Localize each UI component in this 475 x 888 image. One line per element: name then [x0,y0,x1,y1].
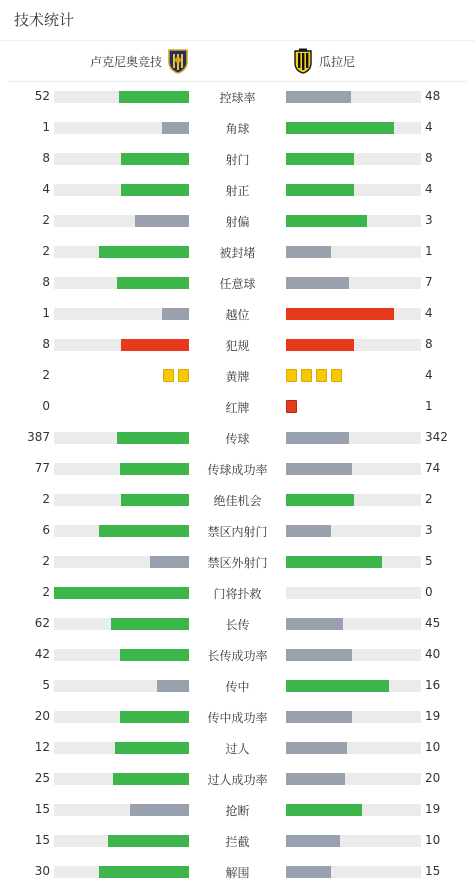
home-stat-value: 4 [42,182,50,196]
away-stat-bar-track [286,308,421,320]
home-stat-bar-fill [54,587,189,599]
stat-row [0,174,475,205]
stat-row [0,670,475,701]
stat-label: 角球 [225,122,250,136]
home-stat-value: 6 [42,523,50,537]
away-stat-bar-fill [286,122,394,134]
stat-row [0,608,475,639]
home-stat-bar-fill [121,153,189,165]
away-stat-bar-track [286,711,421,723]
home-stat-value: 8 [42,337,50,351]
away-stat-bar-track [286,649,421,661]
away-stat-bar-fill [286,525,331,537]
home-stat-value: 8 [42,275,50,289]
away-stat-bar-fill [286,463,352,475]
home-stat-bar-fill [157,680,189,692]
away-stat-value: 15 [425,864,441,878]
home-stat-value: 1 [42,306,50,320]
home-stat-value: 62 [34,616,50,630]
away-stat-bar-track [286,91,421,103]
home-stat-value: 2 [42,585,50,599]
home-stat-bar-fill [121,184,189,196]
home-stat-bar-fill [162,308,189,320]
away-stat-bar-track [286,618,421,630]
away-stat-bar-track [286,153,421,165]
home-stat-bar-track [54,649,189,661]
home-stat-value: 2 [42,213,50,227]
home-stat-bar-track [54,618,189,630]
away-stat-value: 40 [425,647,441,661]
away-stat-bar-track [286,246,421,258]
away-stat-bar-fill [286,246,331,258]
stat-label: 禁区外射门 [207,556,268,570]
home-stat-bar-fill [121,339,189,351]
away-stat-bar-fill [286,680,389,692]
stat-label: 任意球 [219,277,256,291]
stat-row [0,329,475,360]
away-stat-bar-fill [286,804,362,816]
stat-row [0,360,475,391]
stat-row [0,763,475,794]
away-stat-bar-track [286,742,421,754]
away-stat-value: 5 [425,554,433,568]
away-stat-bar-track [286,215,421,227]
away-stat-bar-fill [286,339,354,351]
away-stat-value: 3 [425,213,433,227]
away-stat-bar-track [286,463,421,475]
stat-label: 射偏 [225,215,250,229]
away-stat-bar-fill [286,277,349,289]
stat-label: 被封堵 [219,246,256,260]
stat-row [0,267,475,298]
home-stat-value: 52 [34,89,50,103]
away-red-cards [286,400,301,413]
red-card-icon [286,400,297,413]
stat-label: 解围 [225,866,250,880]
home-stat-value: 2 [42,368,50,382]
home-stat-bar-track [54,494,189,506]
divider [0,40,475,41]
away-stat-value: 45 [425,616,441,630]
away-stat-value: 74 [425,461,441,475]
away-stat-bar-track [286,122,421,134]
home-team-name[interactable]: 卢克尼奥竞技 [89,55,162,69]
home-stat-bar-track [54,91,189,103]
away-stat-value: 7 [425,275,433,289]
away-stat-value: 20 [425,771,441,785]
home-stat-value: 12 [34,740,50,754]
home-stat-value: 2 [42,492,50,506]
away-stat-value: 0 [425,585,433,599]
home-stat-bar-fill [117,432,189,444]
home-stat-value: 1 [42,120,50,134]
away-stat-bar-track [286,339,421,351]
home-stat-value: 2 [42,554,50,568]
stat-row [0,453,475,484]
home-stat-bar-track [54,463,189,475]
home-stat-bar-track [54,525,189,537]
home-stat-value: 15 [34,802,50,816]
stat-row [0,422,475,453]
away-stat-bar-fill [286,866,331,878]
home-stat-bar-fill [99,246,189,258]
home-stat-bar-fill [99,525,189,537]
home-stat-bar-track [54,246,189,258]
yellow-card-icon [178,369,189,382]
team-header [0,44,475,80]
away-stat-bar-track [286,494,421,506]
stat-row [0,701,475,732]
home-stat-value: 387 [27,430,50,444]
away-stat-bar-track [286,773,421,785]
home-stat-bar-track [54,339,189,351]
stat-label: 射门 [225,153,250,167]
stat-row [0,81,475,112]
home-yellow-cards [159,369,189,382]
section-title: 技术统计 [14,11,75,29]
home-stat-bar-fill [120,711,189,723]
home-stat-bar-track [54,432,189,444]
home-stat-value: 42 [34,647,50,661]
stat-label: 抢断 [225,804,250,818]
away-stat-bar-fill [286,91,351,103]
home-stat-value: 2 [42,244,50,258]
home-stat-value: 5 [42,678,50,692]
home-stat-bar-fill [121,494,189,506]
stat-label: 黄牌 [225,370,250,384]
away-stat-bar-fill [286,711,352,723]
home-stat-bar-fill [99,866,189,878]
stat-label: 长传 [225,618,250,632]
stat-label: 传中成功率 [207,711,268,725]
stat-row [0,143,475,174]
stat-row [0,546,475,577]
stat-row [0,856,475,887]
away-stat-value: 8 [425,337,433,351]
home-stat-bar-fill [113,773,189,785]
away-stat-value: 3 [425,523,433,537]
away-stat-bar-fill [286,835,340,847]
stat-label: 禁区内射门 [207,525,268,539]
away-stat-bar-track [286,835,421,847]
home-team-logo-icon[interactable] [167,48,189,74]
away-stat-bar-track [286,680,421,692]
away-stat-bar-track [286,556,421,568]
away-stat-bar-fill [286,649,352,661]
away-stat-bar-track [286,525,421,537]
away-stat-bar-fill [286,618,343,630]
away-stat-bar-fill [286,742,347,754]
stat-label: 过人成功率 [207,773,268,787]
home-stat-bar-fill [111,618,189,630]
home-stat-bar-fill [119,91,189,103]
stat-row [0,112,475,143]
away-stat-bar-track [286,184,421,196]
away-stat-bar-fill [286,184,354,196]
away-stat-bar-track [286,804,421,816]
stat-label: 犯规 [225,339,250,353]
home-stat-bar-fill [150,556,189,568]
away-stat-value: 8 [425,151,433,165]
home-stat-value: 8 [42,151,50,165]
stat-label: 传中 [225,680,250,694]
home-stat-value: 25 [34,771,50,785]
home-stat-bar-fill [120,463,189,475]
home-stat-bar-fill [120,649,189,661]
away-stat-value: 4 [425,182,433,196]
home-stat-bar-track [54,308,189,320]
away-stat-value: 1 [425,399,433,413]
stat-label: 拦截 [225,835,250,849]
home-stat-value: 20 [34,709,50,723]
stats-list [0,81,475,887]
away-stat-bar-fill [286,153,354,165]
home-stat-bar-track [54,742,189,754]
stat-label: 传球成功率 [207,463,268,477]
home-stat-bar-track [54,277,189,289]
away-stat-value: 10 [425,833,441,847]
stat-row [0,205,475,236]
away-stat-bar-track [286,866,421,878]
stat-label: 长传成功率 [207,649,268,663]
away-stat-value: 2 [425,492,433,506]
stat-label: 传球 [225,432,250,446]
stat-label: 射正 [225,184,250,198]
away-stat-bar-fill [286,494,354,506]
away-stat-bar-track [286,432,421,444]
yellow-card-icon [163,369,174,382]
home-stat-bar-track [54,587,189,599]
home-stat-bar-track [54,711,189,723]
home-stat-bar-track [54,804,189,816]
stat-row [0,515,475,546]
stat-label: 越位 [225,308,250,322]
home-stat-bar-track [54,153,189,165]
home-stat-bar-fill [115,742,189,754]
away-stat-value: 48 [425,89,441,103]
home-stat-bar-track [54,215,189,227]
home-stat-value: 30 [34,864,50,878]
home-stat-bar-track [54,122,189,134]
away-stat-bar-fill [286,215,367,227]
stat-row [0,577,475,608]
yellow-card-icon [286,369,297,382]
away-stat-bar-fill [286,773,345,785]
home-stat-bar-track [54,556,189,568]
away-stat-bar-fill [286,556,382,568]
home-stat-bar-track [54,866,189,878]
stat-label: 红牌 [225,401,250,415]
home-stat-value: 77 [34,461,50,475]
yellow-card-icon [331,369,342,382]
home-stat-bar-fill [117,277,189,289]
stat-row [0,825,475,856]
away-team-logo-icon[interactable] [293,48,313,74]
away-stat-value: 342 [425,430,448,444]
away-stat-value: 10 [425,740,441,754]
away-stat-bar-track [286,587,421,599]
away-stat-value: 19 [425,709,441,723]
yellow-card-icon [316,369,327,382]
away-stat-value: 4 [425,120,433,134]
away-team-name[interactable]: 瓜拉尼 [319,55,356,69]
stat-label: 门将扑救 [213,587,262,601]
away-stat-value: 4 [425,368,433,382]
stat-label: 绝佳机会 [213,494,262,508]
away-stat-value: 1 [425,244,433,258]
stat-label: 控球率 [219,91,256,105]
stat-row [0,794,475,825]
home-stat-bar-track [54,184,189,196]
away-stat-bar-track [286,277,421,289]
home-stat-bar-fill [130,804,189,816]
stat-row [0,732,475,763]
stat-row [0,391,475,422]
away-stat-value: 19 [425,802,441,816]
stat-label: 过人 [225,742,250,756]
stat-row [0,484,475,515]
yellow-card-icon [301,369,312,382]
home-stat-bar-track [54,680,189,692]
home-stat-bar-fill [108,835,189,847]
home-stat-value: 15 [34,833,50,847]
home-stat-bar-track [54,835,189,847]
stat-row [0,639,475,670]
away-stat-value: 4 [425,306,433,320]
stat-row [0,236,475,267]
away-stat-value: 16 [425,678,441,692]
away-yellow-cards [286,369,346,382]
home-stat-bar-track [54,773,189,785]
away-stat-bar-fill [286,432,349,444]
home-stat-bar-fill [135,215,189,227]
home-stat-value: 0 [42,399,50,413]
home-stat-bar-fill [162,122,189,134]
away-stat-bar-fill [286,308,394,320]
stat-row [0,298,475,329]
